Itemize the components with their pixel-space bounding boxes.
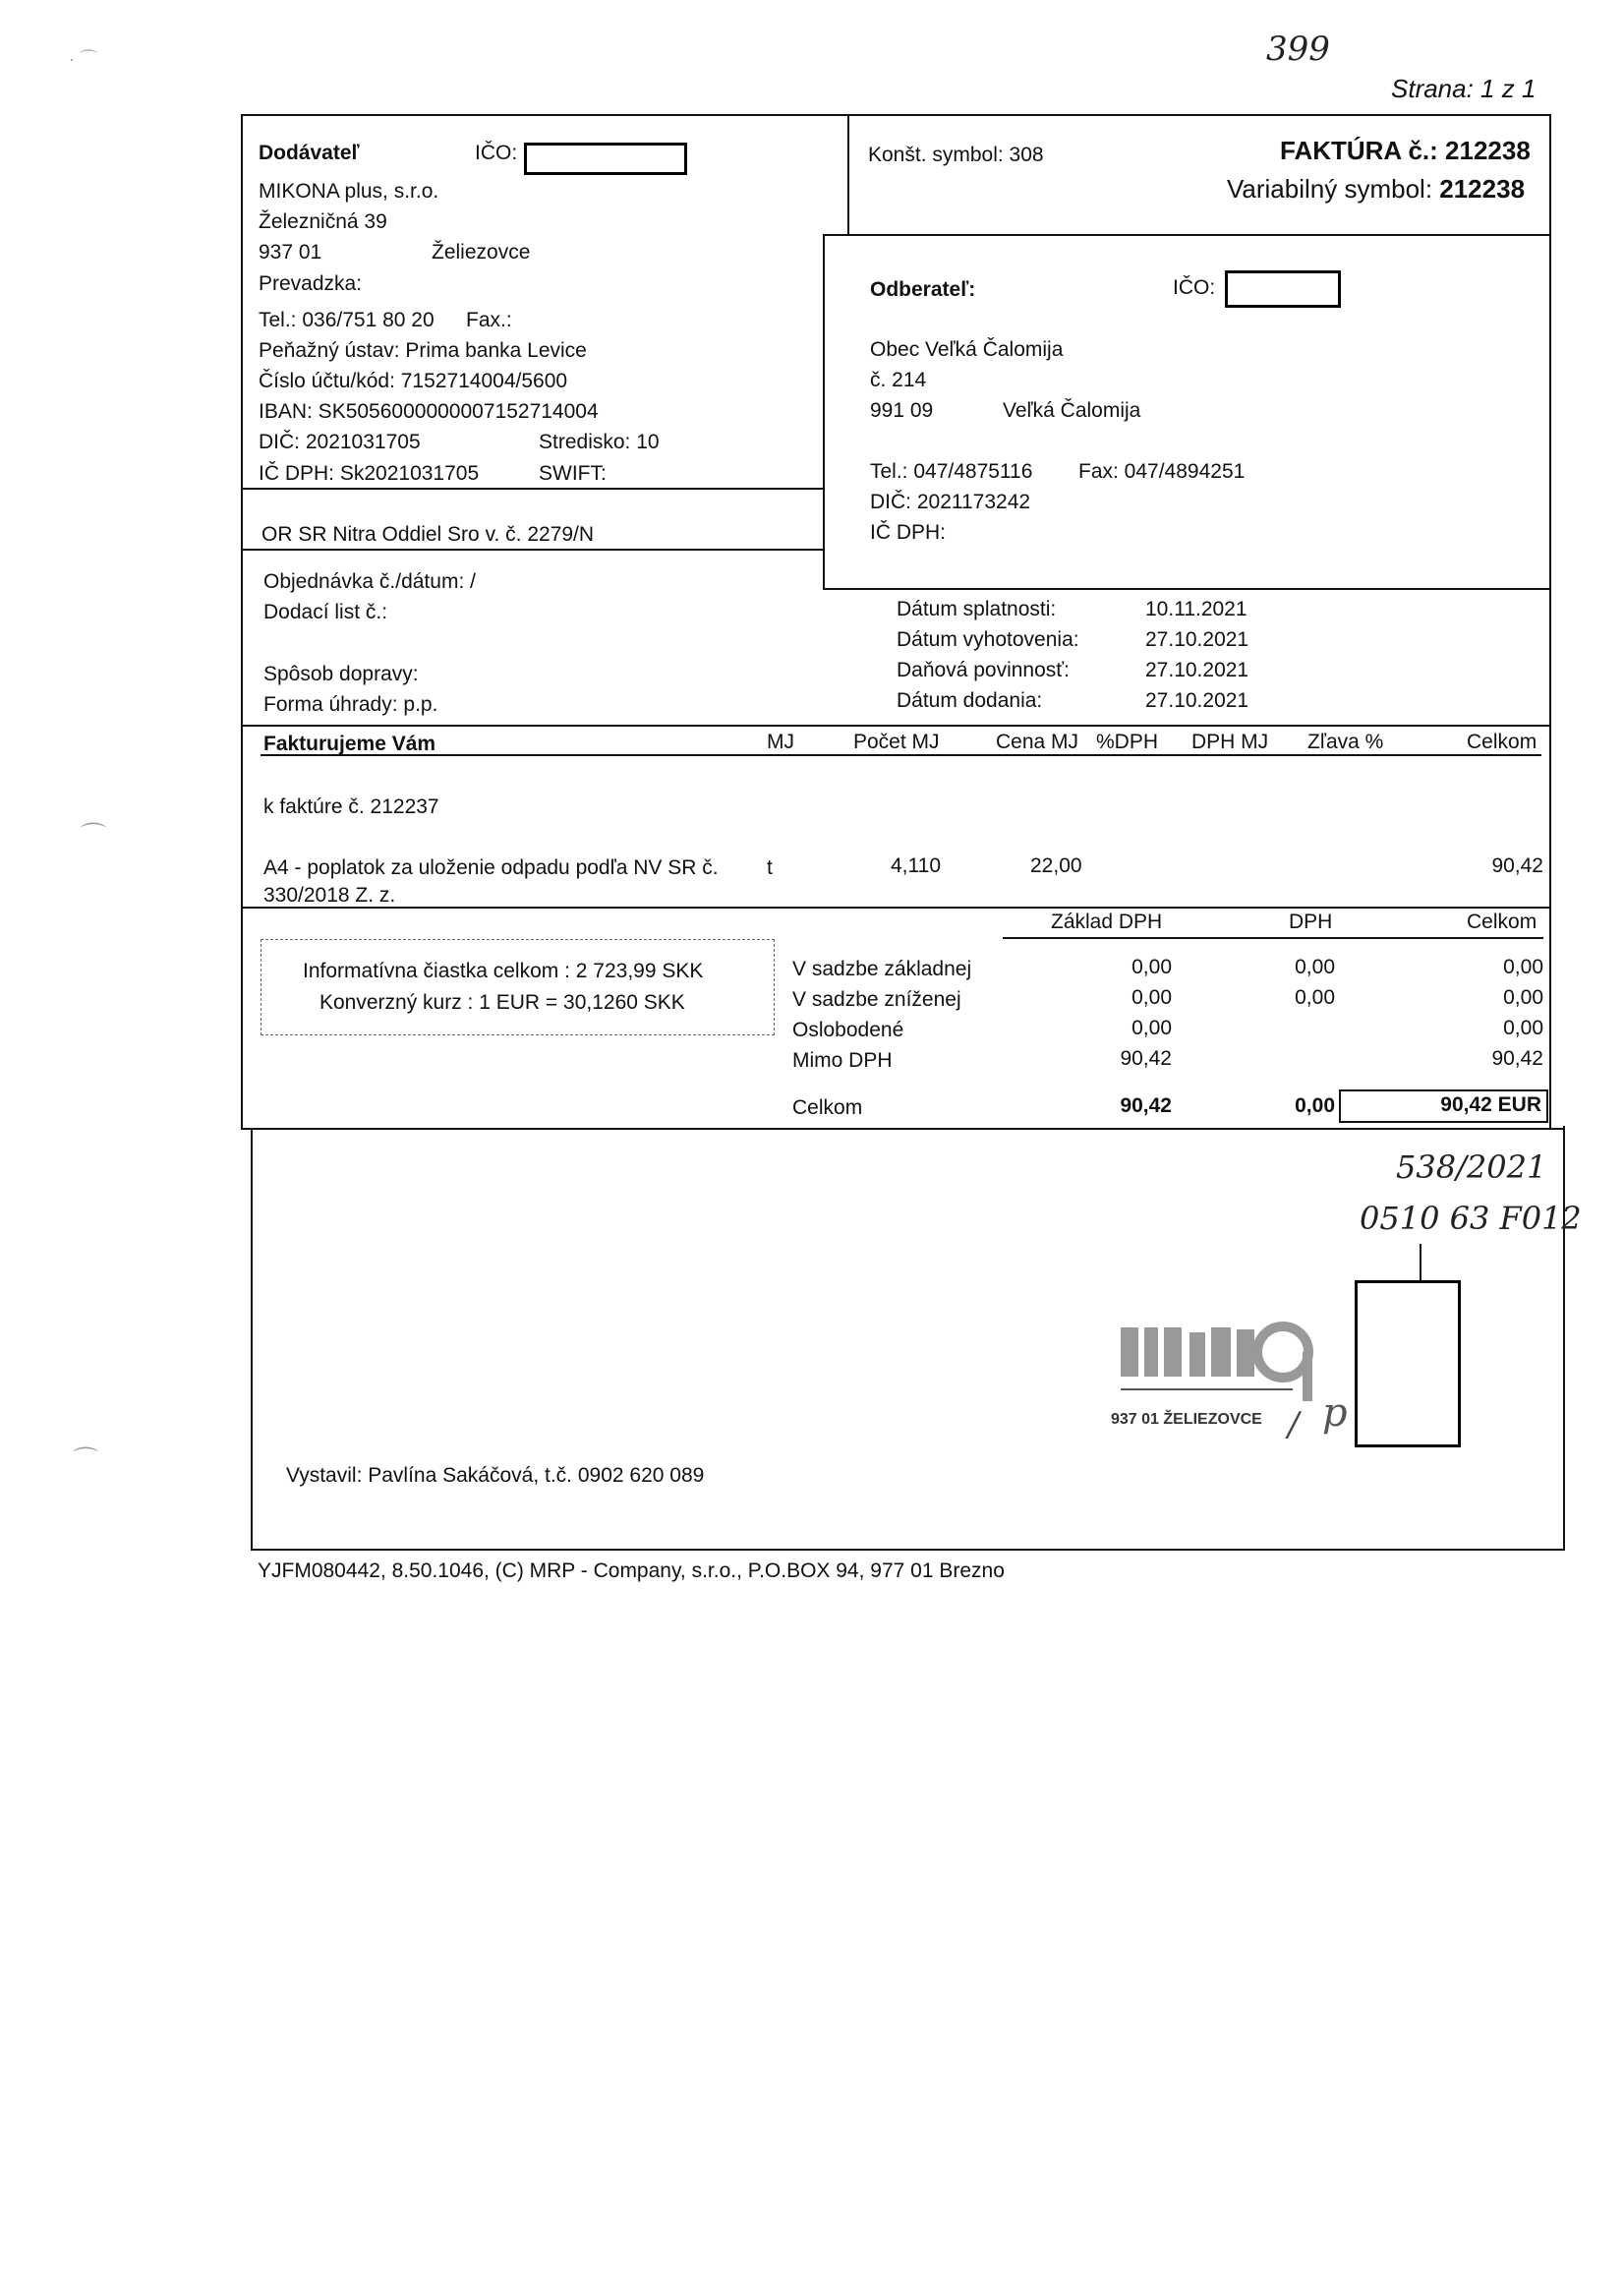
- summary-celkom-mimo-dph: 90,42: [1491, 1047, 1543, 1070]
- customer-ico-label: IČO:: [1173, 276, 1216, 299]
- supplier-account: Číslo účtu/kód: 7152714004/5600: [259, 370, 568, 392]
- info-amount-skk: Informatívna čiastka celkom : 2 723,99 SKK: [303, 960, 704, 982]
- summary-label-zakladna: V sadzbe základnej: [792, 958, 972, 980]
- variable-symbol: [1227, 174, 1525, 205]
- stamp-redacted: [1355, 1280, 1461, 1447]
- handwritten-note-line1: 538/2021: [1396, 1148, 1547, 1186]
- payment-method: Forma úhrady: p.p.: [263, 693, 438, 716]
- order-number: Objednávka č./dátum: /: [263, 570, 476, 593]
- items-header-cena: Cena MJ: [996, 731, 1079, 753]
- summary-celkom-oslobodene: 0,00: [1503, 1017, 1543, 1039]
- issuer: Vystavil: Pavlína Sakáčová, t.č. 0902 620 089: [286, 1464, 705, 1487]
- summary-label-mimo-dph: Mimo DPH: [792, 1049, 893, 1072]
- customer-label: Odberateľ:: [870, 278, 976, 301]
- svg-text:/: /: [1288, 1405, 1300, 1444]
- date-value-issued: 27.10.2021: [1145, 628, 1249, 651]
- summary-zaklad-mimo-dph: 90,42: [1120, 1047, 1172, 1070]
- variable-symbol-label: Variabilný symbol:: [1227, 174, 1440, 204]
- summary-zaklad-oslobodene: 0,00: [1131, 1017, 1172, 1039]
- summary-label-oslobodene: Oslobodené: [792, 1019, 904, 1041]
- item-description-line1: A4 - poplatok za uloženie odpadu podľa NV SR č.: [263, 856, 719, 879]
- invoice-title: [1280, 136, 1531, 166]
- supplier-name: MIKONA plus, s.r.o.: [259, 180, 439, 203]
- customer-street: č. 214: [870, 369, 927, 391]
- supplier-label: Dodávateľ: [259, 142, 360, 164]
- items-header-desc: Fakturujeme Vám: [263, 733, 436, 755]
- supplier-ic-dph: IČ DPH: Sk2021031705: [259, 462, 480, 485]
- total-label: Celkom: [792, 1096, 863, 1119]
- summary-dph-znizena: 0,00: [1295, 986, 1335, 1009]
- summary-bottom-divider: [251, 1128, 1563, 1130]
- customer-ic-dph: IČ DPH:: [870, 521, 947, 544]
- item-mj: t: [767, 856, 773, 879]
- date-label-issued: Dátum vyhotovenia:: [897, 628, 1079, 651]
- items-header-zlava: Zľava %: [1307, 731, 1384, 753]
- variable-symbol-number: 212238: [1439, 174, 1526, 204]
- supplier-tel: Tel.: 036/751 80 20: [259, 309, 435, 331]
- supplier-dic: DIČ: 2021031705: [259, 431, 421, 453]
- summary-zaklad-zakladna: 0,00: [1131, 956, 1172, 978]
- info-box: [261, 939, 775, 1035]
- supplier-ico-redacted: [524, 143, 687, 175]
- total-zaklad: 90,42: [1120, 1094, 1172, 1117]
- info-conversion-rate: Konverzný kurz : 1 EUR = 30,1260 SKK: [319, 991, 685, 1014]
- frame-extension-right: [1563, 1126, 1565, 1551]
- items-header-mj: MJ: [767, 731, 794, 753]
- date-value-due: 10.11.2021: [1145, 598, 1247, 620]
- items-note: k faktúre č. 212237: [263, 795, 439, 818]
- summary-header-underline: [1003, 937, 1543, 939]
- svg-text:p: p: [1322, 1390, 1348, 1436]
- supplier-prevadzka: Prevadzka:: [259, 272, 363, 295]
- item-cena: 22,00: [1030, 854, 1082, 877]
- konst-symbol: Konšt. symbol: 308: [868, 144, 1044, 166]
- item-description-line2: 330/2018 Z. z.: [263, 884, 396, 907]
- delivery-note: Dodací list č.:: [263, 601, 388, 623]
- total-dph: 0,00: [1295, 1094, 1335, 1117]
- scan-mark: ⌒: [73, 1445, 99, 1475]
- items-header-dph-mj: DPH MJ: [1191, 731, 1269, 753]
- customer-zip: 991 09: [870, 399, 934, 422]
- summary-label-znizena: V sadzbe zníženej: [792, 988, 961, 1011]
- supplier-bank: Peňažný ústav: Prima banka Levice: [259, 339, 587, 362]
- customer-name: Obec Veľká Čalomija: [870, 338, 1064, 361]
- items-header-underline: [261, 754, 1541, 756]
- frame-bottom: [251, 1549, 1565, 1551]
- items-header-celkom: Celkom: [1467, 731, 1537, 753]
- frame-extension-left: [251, 1130, 253, 1551]
- supplier-zip: 937 01: [259, 241, 322, 264]
- summary-celkom-znizena: 0,00: [1503, 986, 1543, 1009]
- software-footer: YJFM080442, 8.50.1046, (C) MRP - Company, s.r.o., P.O.BOX 94, 977 01 Brezno: [258, 1559, 1005, 1582]
- supplier-ico-label: IČO:: [475, 142, 518, 164]
- summary-dph-zakladna: 0,00: [1295, 956, 1335, 978]
- summary-zaklad-znizena: 0,00: [1131, 986, 1172, 1009]
- invoice-title-label: FAKTÚRA č.:: [1280, 136, 1446, 165]
- date-value-tax: 27.10.2021: [1145, 659, 1249, 681]
- summary-header-zaklad: Základ DPH: [1051, 911, 1163, 933]
- item-celkom: 90,42: [1491, 854, 1543, 877]
- handwritten-note-line2: 0510 63 F012: [1360, 1200, 1582, 1237]
- handwritten-page-number: 399: [1266, 29, 1330, 69]
- summary-celkom-zakladna: 0,00: [1503, 956, 1543, 978]
- supplier-city: Želiezovce: [432, 241, 531, 264]
- supplier-fax: Fax.:: [466, 309, 512, 331]
- customer-dic: DIČ: 2021173242: [870, 491, 1031, 513]
- supplier-stredisko: Stredisko: 10: [539, 431, 660, 453]
- invoice-number: 212238: [1445, 136, 1531, 165]
- date-value-delivery: 27.10.2021: [1145, 689, 1249, 712]
- items-header-dph-pct: %DPH: [1096, 731, 1159, 753]
- supplier-swift: SWIFT:: [539, 462, 607, 485]
- register-divider-bottom: [241, 549, 823, 551]
- supplier-iban: IBAN: SK5056000000007152714004: [259, 400, 599, 423]
- scan-mark: ⌒: [81, 821, 107, 851]
- transport-method: Spôsob dopravy:: [263, 663, 419, 685]
- date-label-tax: Daňová povinnosť:: [897, 659, 1070, 681]
- date-label-delivery: Dátum dodania:: [897, 689, 1043, 712]
- summary-header-celkom: Celkom: [1467, 911, 1537, 933]
- supplier-register: OR SR Nitra Oddiel Sro v. č. 2279/N: [261, 523, 595, 546]
- summary-header-dph: DPH: [1289, 911, 1333, 933]
- register-divider-top: [241, 488, 823, 490]
- customer-city: Veľká Čalomija: [1003, 399, 1141, 422]
- summary-divider: [241, 907, 1551, 909]
- scan-mark: · ⌒: [69, 49, 97, 69]
- item-pocet: 4,110: [891, 854, 941, 877]
- page-label: Strana: 1 z 1: [1391, 74, 1537, 103]
- items-header-pocet: Počet MJ: [853, 731, 940, 753]
- items-header-divider: [241, 725, 1551, 727]
- date-label-due: Dátum splatnosti:: [897, 598, 1057, 620]
- customer-fax: Fax: 047/4894251: [1078, 460, 1246, 483]
- supplier-street: Železničná 39: [259, 210, 387, 233]
- total-amount: 90,42 EUR: [1440, 1093, 1541, 1116]
- customer-ico-redacted: [1225, 270, 1341, 308]
- handwritten-stroke: [1420, 1244, 1421, 1281]
- stamp-text: 937 01 ŽELIEZOVCE: [1111, 1411, 1262, 1428]
- customer-tel: Tel.: 047/4875116: [870, 460, 1033, 483]
- header-divider: [847, 114, 849, 236]
